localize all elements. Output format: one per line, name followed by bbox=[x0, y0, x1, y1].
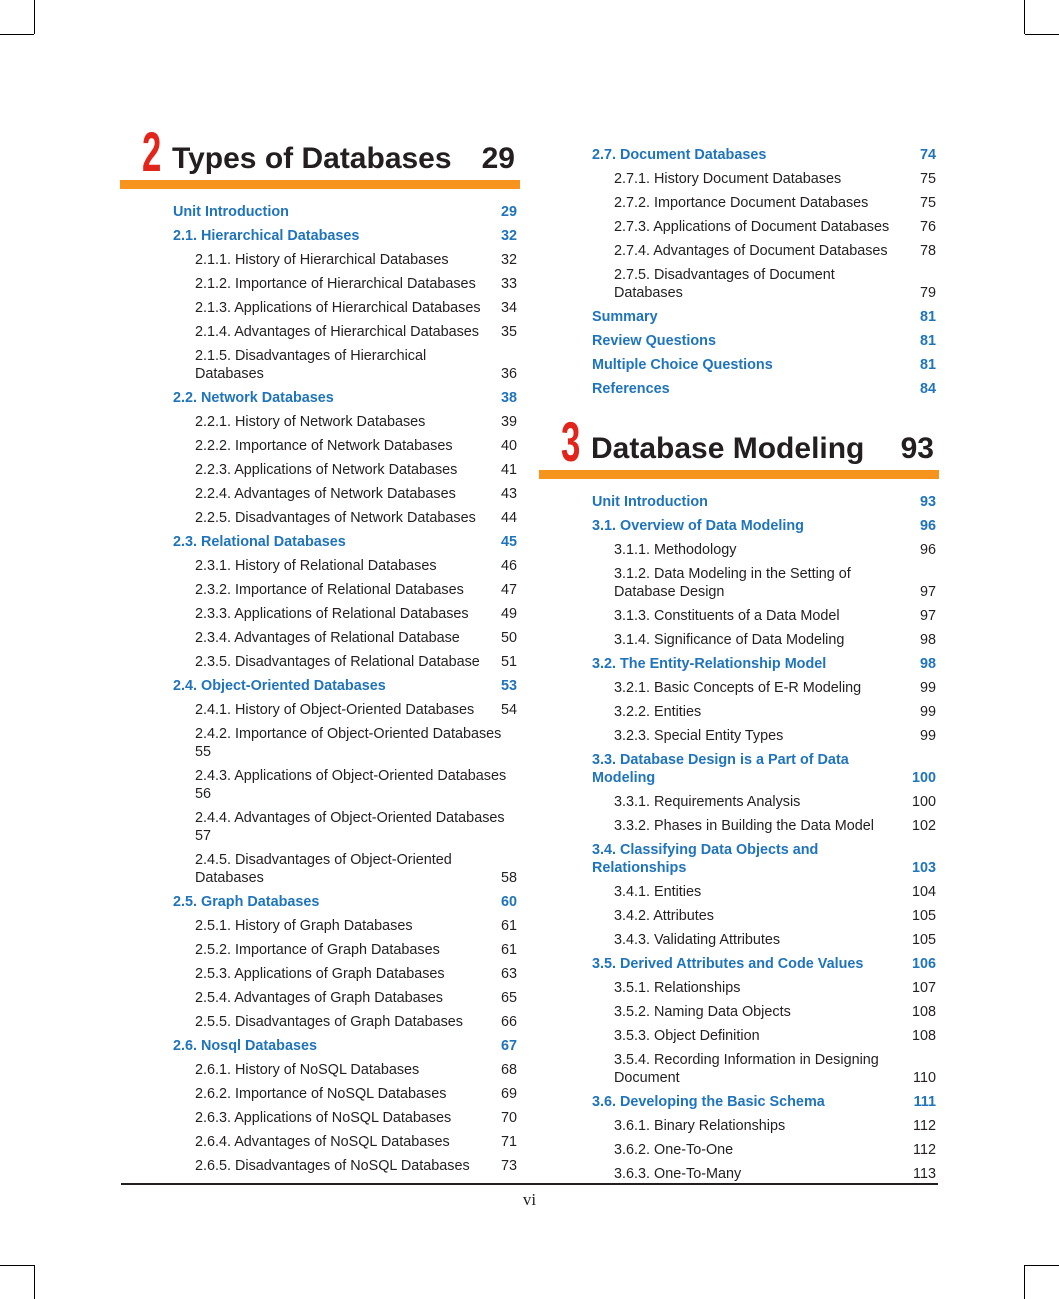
entry-title: 3.1.2. Data Modeling in the Setting of Database Design bbox=[614, 566, 851, 600]
toc-section-entry bbox=[120, 1034, 520, 1058]
entry-title: 2.4.3. Applications of Object-Oriented Databases bbox=[195, 768, 507, 784]
entry-page-number: 76 bbox=[919, 219, 936, 235]
entry-page-number: 97 bbox=[919, 608, 936, 624]
entry-page-number: 61 bbox=[500, 918, 517, 934]
entry-page-number: 33 bbox=[500, 276, 517, 292]
entry-page-number: 81 bbox=[919, 357, 936, 373]
entry-title: 3.6.2. One-To-One bbox=[614, 1142, 734, 1158]
entry-title: 3.6.1. Binary Relationships bbox=[614, 1118, 786, 1134]
chapter-number: 2 bbox=[142, 120, 162, 183]
crop-mark bbox=[1024, 1265, 1025, 1299]
chapter-2-continued-entries bbox=[539, 143, 939, 401]
entry-page-number: 79 bbox=[919, 285, 936, 301]
entry-page-number: 55 bbox=[195, 744, 212, 760]
entry-page-number: 105 bbox=[911, 932, 936, 948]
entry-page-number: 56 bbox=[195, 786, 212, 802]
entry-page-number: 65 bbox=[500, 990, 517, 1006]
toc-section-entry bbox=[539, 1090, 939, 1114]
entry-page-number: 108 bbox=[911, 1004, 936, 1020]
entry-title: 2.5.2. Importance of Graph Databases bbox=[195, 942, 440, 958]
toc-subsection-entry bbox=[539, 976, 939, 1000]
entry-page-number: 40 bbox=[500, 438, 517, 454]
entry-title: Unit Introduction bbox=[173, 204, 289, 220]
toc-subsection-entry bbox=[120, 1154, 520, 1178]
toc-subsection-entry bbox=[539, 724, 939, 748]
toc-section-entry bbox=[120, 224, 520, 248]
entry-title: 2.3.5. Disadvantages of Relational Database bbox=[195, 654, 480, 670]
toc-subsection-entry bbox=[120, 410, 520, 434]
entry-page-number: 39 bbox=[500, 414, 517, 430]
chapter-2-heading bbox=[120, 120, 520, 183]
chapter-page: 93 bbox=[900, 432, 934, 465]
toc-subsection-entry bbox=[120, 554, 520, 578]
entry-title: 2.6.1. History of NoSQL Databases bbox=[195, 1062, 420, 1078]
entry-page-number: 60 bbox=[500, 894, 517, 910]
entry-page-number: 58 bbox=[500, 870, 517, 886]
entry-page-number: 99 bbox=[919, 728, 936, 744]
entry-title: 2.3.2. Importance of Relational Databases bbox=[195, 582, 464, 598]
entry-page-number: 102 bbox=[911, 818, 936, 834]
toc-section-entry bbox=[539, 652, 939, 676]
toc-subsection-entry bbox=[539, 239, 939, 263]
entry-title: 3.1.3. Constituents of a Data Model bbox=[614, 608, 840, 624]
toc-subsection-entry bbox=[539, 1138, 939, 1162]
entry-title: 3.5.3. Object Definition bbox=[614, 1028, 760, 1044]
entry-page-number: 84 bbox=[919, 381, 936, 397]
entry-title: 2.6.3. Applications of NoSQL Databases bbox=[195, 1110, 452, 1126]
entry-page-number: 29 bbox=[500, 204, 517, 220]
toc-section-entry bbox=[120, 890, 520, 914]
entry-page-number: 113 bbox=[913, 1166, 936, 1182]
entry-page-number: 96 bbox=[919, 542, 936, 558]
toc-subsection-entry bbox=[120, 914, 520, 938]
toc-subsection-entry bbox=[120, 1058, 520, 1082]
toc-section-entry bbox=[539, 748, 939, 790]
toc-subsection-entry bbox=[120, 938, 520, 962]
entry-title: 3.5.4. Recording Information in Designing Document bbox=[614, 1052, 879, 1086]
entry-title: 2.3. Relational Databases bbox=[173, 534, 346, 550]
toc-subsection-entry bbox=[539, 880, 939, 904]
toc-subsection-entry bbox=[120, 344, 520, 386]
chapter-rule bbox=[120, 180, 520, 189]
entry-page-number: 112 bbox=[913, 1118, 936, 1134]
entry-page-number: 93 bbox=[919, 494, 936, 510]
entry-page-number: 49 bbox=[500, 606, 517, 622]
entry-page-number: 75 bbox=[919, 171, 936, 187]
entry-page-number: 81 bbox=[919, 309, 936, 325]
entry-title: 2.7.1. History Document Databases bbox=[614, 171, 842, 187]
entry-page-number: 69 bbox=[500, 1086, 517, 1102]
entry-title: Summary bbox=[592, 309, 658, 325]
entry-title: 2.1. Hierarchical Databases bbox=[173, 228, 360, 244]
crop-mark bbox=[34, 1265, 35, 1299]
entry-title: 2.3.3. Applications of Relational Databases bbox=[195, 606, 469, 622]
toc-section-entry bbox=[539, 490, 939, 514]
chapter-title: Database Modeling bbox=[591, 432, 865, 465]
entry-page-number: 98 bbox=[919, 632, 936, 648]
entry-page-number: 45 bbox=[500, 534, 517, 550]
toc-subsection-entry bbox=[120, 806, 520, 848]
entry-title: 3.4.3. Validating Attributes bbox=[614, 932, 781, 948]
toc-subsection-entry bbox=[120, 1082, 520, 1106]
entry-title: 3.2.2. Entities bbox=[614, 704, 702, 720]
entry-title: 2.5.1. History of Graph Databases bbox=[195, 918, 413, 934]
entry-title: 2.2.1. History of Network Databases bbox=[195, 414, 426, 430]
toc-section-entry bbox=[539, 952, 939, 976]
entry-title: Unit Introduction bbox=[592, 494, 708, 510]
toc-subsection-entry bbox=[120, 764, 520, 806]
chapter-2-entries bbox=[120, 189, 520, 1178]
toc-subsection-entry bbox=[120, 722, 520, 764]
entry-title: Review Questions bbox=[592, 333, 716, 349]
toc-subsection-entry bbox=[120, 986, 520, 1010]
entry-page-number: 57 bbox=[195, 828, 212, 844]
toc-subsection-entry bbox=[120, 1010, 520, 1034]
entry-title: 2.4.4. Advantages of Object-Oriented Databases bbox=[195, 810, 505, 826]
toc-section-entry bbox=[120, 530, 520, 554]
entry-page-number: 105 bbox=[911, 908, 936, 924]
entry-page-number: 67 bbox=[500, 1038, 517, 1054]
toc-subsection-entry bbox=[120, 1106, 520, 1130]
toc-section-entry bbox=[539, 353, 939, 377]
entry-page-number: 50 bbox=[500, 630, 517, 646]
entry-title: 2.1.2. Importance of Hierarchical Databases bbox=[195, 276, 476, 292]
entry-title: 2.5.3. Applications of Graph Databases bbox=[195, 966, 445, 982]
entry-page-number: 112 bbox=[913, 1142, 936, 1158]
toc-subsection-entry bbox=[539, 628, 939, 652]
toc-section-entry bbox=[539, 838, 939, 880]
toc-subsection-entry bbox=[539, 604, 939, 628]
entry-title: 2.2.3. Applications of Network Databases bbox=[195, 462, 458, 478]
entry-page-number: 108 bbox=[911, 1028, 936, 1044]
entry-page-number: 32 bbox=[500, 228, 517, 244]
entry-title: 2.5.5. Disadvantages of Graph Databases bbox=[195, 1014, 463, 1030]
entry-title: 2.3.4. Advantages of Relational Database bbox=[195, 630, 460, 646]
toc-subsection-entry bbox=[120, 848, 520, 890]
entry-page-number: 106 bbox=[911, 956, 936, 972]
toc-subsection-entry bbox=[539, 191, 939, 215]
entry-page-number: 36 bbox=[500, 366, 517, 382]
entry-page-number: 73 bbox=[500, 1158, 517, 1174]
entry-page-number: 70 bbox=[500, 1110, 517, 1126]
toc-subsection-entry bbox=[539, 676, 939, 700]
toc-subsection-entry bbox=[539, 1048, 939, 1090]
toc-subsection-entry bbox=[539, 1024, 939, 1048]
entry-page-number: 71 bbox=[500, 1134, 517, 1150]
toc-subsection-entry bbox=[539, 562, 939, 604]
entry-page-number: 41 bbox=[500, 462, 517, 478]
entry-title: 2.1.4. Advantages of Hierarchical Databases bbox=[195, 324, 479, 340]
entry-title: 2.5.4. Advantages of Graph Databases bbox=[195, 990, 444, 1006]
entry-page-number: 44 bbox=[500, 510, 517, 526]
crop-mark bbox=[34, 0, 35, 34]
toc-section-entry bbox=[539, 377, 939, 401]
entry-page-number: 111 bbox=[913, 1094, 936, 1110]
entry-page-number: 103 bbox=[911, 860, 936, 876]
entry-title: 2.2.4. Advantages of Network Databases bbox=[195, 486, 456, 502]
entry-page-number: 104 bbox=[911, 884, 936, 900]
entry-page-number: 35 bbox=[500, 324, 517, 340]
entry-page-number: 53 bbox=[500, 678, 517, 694]
toc-subsection-entry bbox=[539, 700, 939, 724]
toc-subsection-entry bbox=[120, 1130, 520, 1154]
entry-title: 3.5.1. Relationships bbox=[614, 980, 741, 996]
toc-subsection-entry bbox=[120, 650, 520, 674]
toc-section-entry bbox=[120, 674, 520, 698]
entry-title: 3.3.1. Requirements Analysis bbox=[614, 794, 801, 810]
crop-mark bbox=[0, 1265, 34, 1266]
entry-title: 3.3. Database Design is a Part of Data Modeling bbox=[592, 752, 849, 786]
entry-title: 2.4. Object-Oriented Databases bbox=[173, 678, 386, 694]
chapter-3-heading bbox=[539, 410, 939, 473]
entry-page-number: 75 bbox=[919, 195, 936, 211]
chapter-number: 3 bbox=[561, 410, 581, 473]
toc-subsection-entry bbox=[539, 1114, 939, 1138]
entry-title: 2.7.3. Applications of Document Databases bbox=[614, 219, 890, 235]
entry-title: 3.2.1. Basic Concepts of E-R Modeling bbox=[614, 680, 862, 696]
toc-section-entry bbox=[539, 329, 939, 353]
toc-column-left bbox=[120, 122, 520, 1178]
toc-subsection-entry bbox=[120, 626, 520, 650]
entry-page-number: 99 bbox=[919, 680, 936, 696]
toc-subsection-entry bbox=[120, 698, 520, 722]
entry-title: 2.2.2. Importance of Network Databases bbox=[195, 438, 453, 454]
toc-subsection-entry bbox=[539, 263, 939, 305]
entry-title: 3.4.1. Entities bbox=[614, 884, 702, 900]
toc-column-right bbox=[539, 143, 939, 1186]
toc-subsection-entry bbox=[120, 434, 520, 458]
entry-page-number: 61 bbox=[500, 942, 517, 958]
entry-page-number: 54 bbox=[500, 702, 517, 718]
toc-subsection-entry bbox=[120, 320, 520, 344]
entry-title: 2.6. Nosql Databases bbox=[173, 1038, 317, 1054]
entry-title: 3.1.1. Methodology bbox=[614, 542, 737, 558]
toc-subsection-entry bbox=[539, 814, 939, 838]
chapter-page: 29 bbox=[481, 142, 515, 175]
toc-subsection-entry bbox=[120, 248, 520, 272]
entry-title: 2.3.1. History of Relational Databases bbox=[195, 558, 437, 574]
entry-title: 2.1.1. History of Hierarchical Databases bbox=[195, 252, 449, 268]
toc-section-entry bbox=[539, 305, 939, 329]
toc-subsection-entry bbox=[539, 1000, 939, 1024]
footer-rule bbox=[121, 1183, 938, 1185]
entry-title: 2.4.5. Disadvantages of Object-Oriented Databases bbox=[195, 852, 452, 886]
toc-subsection-entry bbox=[539, 928, 939, 952]
entry-title: 3.2. The Entity-Relationship Model bbox=[592, 656, 827, 672]
entry-page-number: 100 bbox=[911, 770, 936, 786]
toc-subsection-entry bbox=[539, 904, 939, 928]
toc-section-entry bbox=[539, 514, 939, 538]
toc-section-entry bbox=[539, 143, 939, 167]
entry-page-number: 32 bbox=[500, 252, 517, 268]
entry-page-number: 43 bbox=[500, 486, 517, 502]
entry-page-number: 81 bbox=[919, 333, 936, 349]
entry-title: 2.6.4. Advantages of NoSQL Databases bbox=[195, 1134, 450, 1150]
entry-title: 3.6. Developing the Basic Schema bbox=[592, 1094, 825, 1110]
entry-title: 2.7.5. Disadvantages of Document Databases bbox=[614, 267, 835, 301]
toc-subsection-entry bbox=[120, 962, 520, 986]
crop-mark bbox=[1024, 0, 1025, 34]
entry-title: 2.7. Document Databases bbox=[592, 147, 767, 163]
crop-mark bbox=[1025, 1265, 1059, 1266]
toc-subsection-entry bbox=[539, 538, 939, 562]
entry-title: 2.4.2. Importance of Object-Oriented Databases bbox=[195, 726, 502, 742]
toc-subsection-entry bbox=[120, 272, 520, 296]
entry-title: 2.6.5. Disadvantages of NoSQL Databases bbox=[195, 1158, 470, 1174]
toc-subsection-entry bbox=[120, 482, 520, 506]
entry-page-number: 66 bbox=[500, 1014, 517, 1030]
toc-subsection-entry bbox=[539, 215, 939, 239]
toc-subsection-entry bbox=[120, 458, 520, 482]
toc-section-entry bbox=[120, 386, 520, 410]
entry-title: 2.7.4. Advantages of Document Databases bbox=[614, 243, 888, 259]
entry-page-number: 51 bbox=[500, 654, 517, 670]
entry-page-number: 99 bbox=[919, 704, 936, 720]
entry-page-number: 98 bbox=[919, 656, 936, 672]
entry-page-number: 68 bbox=[500, 1062, 517, 1078]
chapter-rule bbox=[539, 470, 939, 479]
entry-page-number: 63 bbox=[500, 966, 517, 982]
toc-subsection-entry bbox=[120, 602, 520, 626]
entry-title: Multiple Choice Questions bbox=[592, 357, 773, 373]
crop-mark bbox=[1025, 34, 1059, 35]
entry-title: 3.5. Derived Attributes and Code Values bbox=[592, 956, 864, 972]
entry-title: 3.3.2. Phases in Building the Data Model bbox=[614, 818, 874, 834]
entry-title: 2.4.1. History of Object-Oriented Databases bbox=[195, 702, 475, 718]
toc-subsection-entry bbox=[539, 167, 939, 191]
toc-subsection-entry bbox=[539, 790, 939, 814]
toc-subsection-entry bbox=[120, 506, 520, 530]
entry-title: 3.5.2. Naming Data Objects bbox=[614, 1004, 791, 1020]
entry-title: 3.2.3. Special Entity Types bbox=[614, 728, 784, 744]
chapter-title: Types of Databases bbox=[172, 142, 452, 175]
entry-title: 2.1.3. Applications of Hierarchical Databases bbox=[195, 300, 481, 316]
entry-page-number: 100 bbox=[911, 794, 936, 810]
entry-title: 2.2.5. Disadvantages of Network Databases bbox=[195, 510, 476, 526]
entry-page-number: 78 bbox=[919, 243, 936, 259]
entry-title: 2.1.5. Disadvantages of Hierarchical Databases bbox=[195, 348, 427, 382]
toc-subsection-entry bbox=[120, 578, 520, 602]
entry-title: 3.6.3. One-To-Many bbox=[614, 1166, 742, 1182]
crop-mark bbox=[0, 34, 34, 35]
entry-page-number: 34 bbox=[500, 300, 517, 316]
entry-page-number: 46 bbox=[500, 558, 517, 574]
entry-title: 2.5. Graph Databases bbox=[173, 894, 320, 910]
entry-title: 2.7.2. Importance Document Databases bbox=[614, 195, 869, 211]
entry-title: 3.4.2. Attributes bbox=[614, 908, 714, 924]
entry-page-number: 107 bbox=[911, 980, 936, 996]
chapter-3-entries bbox=[539, 479, 939, 1186]
entry-title: 2.2. Network Databases bbox=[173, 390, 334, 406]
entry-title: References bbox=[592, 381, 670, 397]
entry-title: 2.6.2. Importance of NoSQL Databases bbox=[195, 1086, 447, 1102]
entry-page-number: 74 bbox=[919, 147, 936, 163]
entry-page-number: 38 bbox=[500, 390, 517, 406]
entry-title: 3.1. Overview of Data Modeling bbox=[592, 518, 804, 534]
entry-page-number: 96 bbox=[919, 518, 936, 534]
entry-title: 3.1.4. Significance of Data Modeling bbox=[614, 632, 845, 648]
entry-page-number: 97 bbox=[919, 584, 936, 600]
entry-page-number: 47 bbox=[500, 582, 517, 598]
entry-title: 3.4. Classifying Data Objects and Relationships bbox=[592, 842, 819, 876]
toc-section-entry bbox=[120, 200, 520, 224]
page-folio: vi bbox=[522, 1190, 537, 1209]
toc-subsection-entry bbox=[120, 296, 520, 320]
entry-page-number: 110 bbox=[913, 1070, 936, 1086]
